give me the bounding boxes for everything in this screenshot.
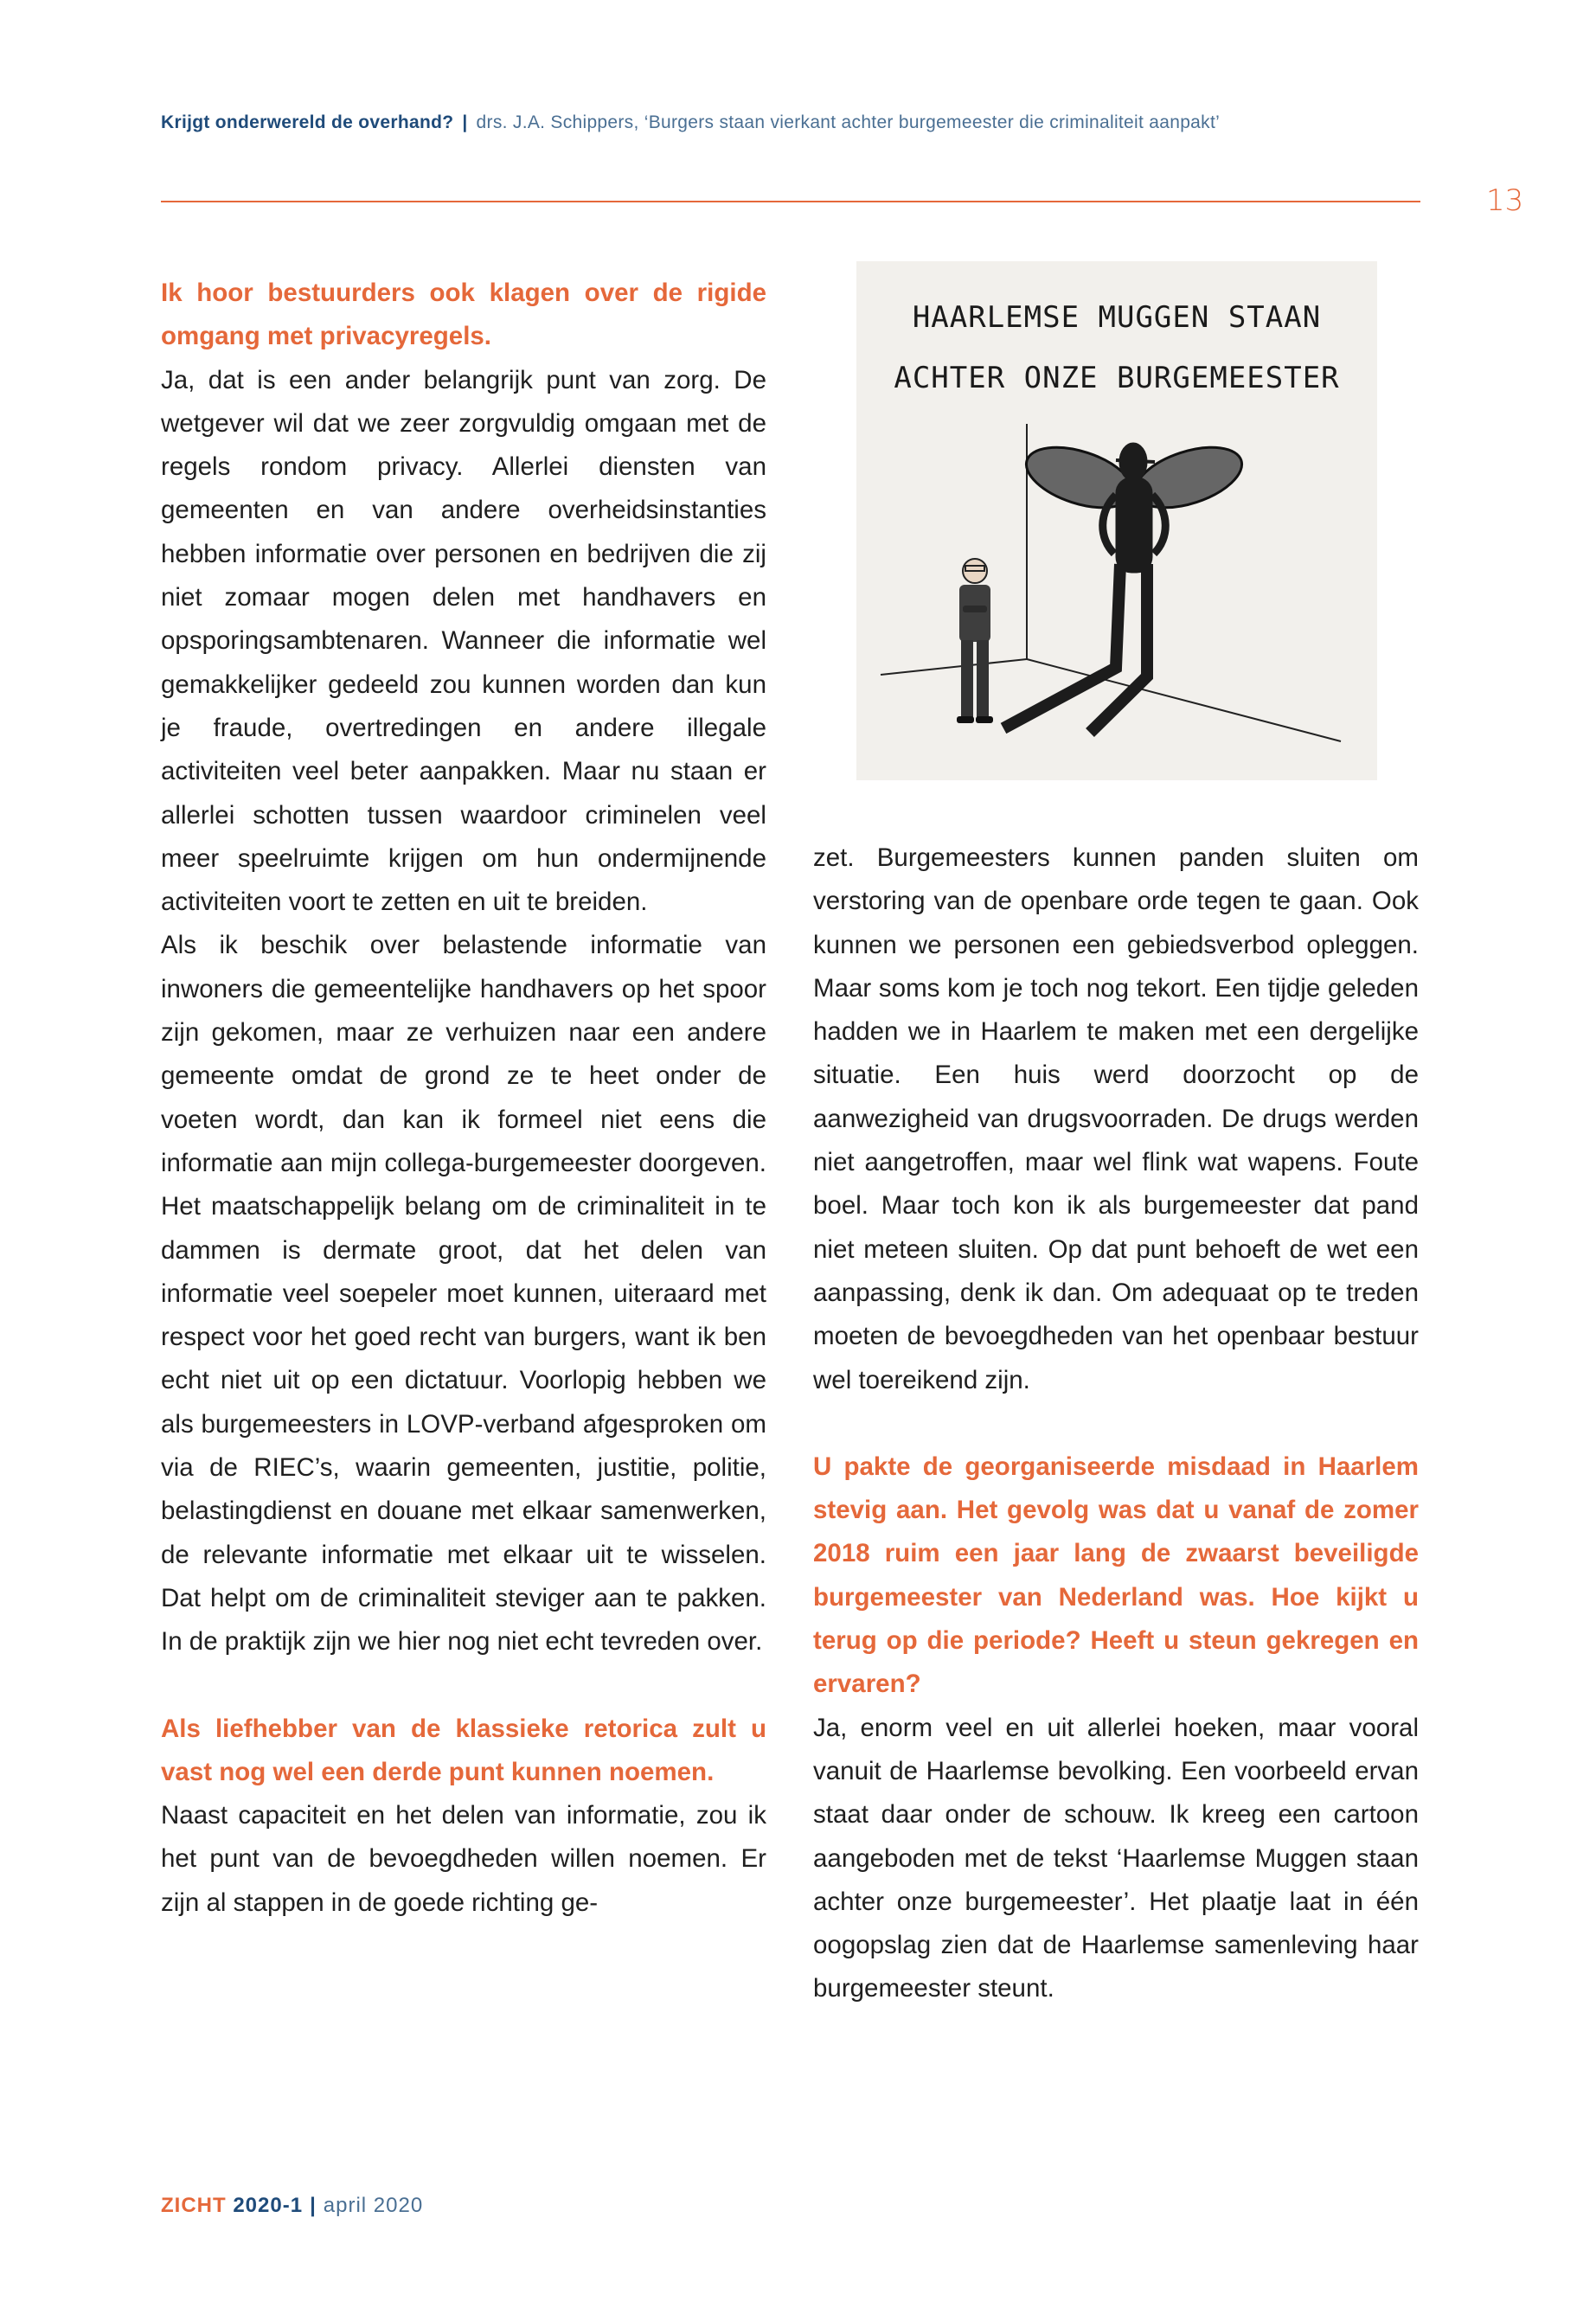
header-section-title: Krijgt onderwereld de overhand? [161, 112, 454, 132]
header-divider [161, 201, 1420, 202]
paragraph-gap [813, 1402, 1419, 1445]
question-organized-crime: U pakte de georganiseerde misdaad in Haarlem stevig aan. Het gevolg was dat u vanaf de zomer 2018 ruim een jaar lang de zwaarst beveiligde burgemeester van Nederland was. Hoe kijkt u terug op die periode? Heeft u steun gekregen en ervaren? [813, 1452, 1419, 1699]
mosquito-shadow [1003, 436, 1249, 733]
cartoon-caption-line-2: ACHTER ONZE BURGEMEESTER [894, 361, 1340, 395]
footer-date: april 2020 [323, 2194, 424, 2217]
question-third-point: Als liefhebber van de klassieke retorica zult u vast nog wel een derde punt kunnen noemen. [161, 1714, 766, 1786]
right-column [813, 836, 1419, 2011]
answer-powers-continued: zet. Burgemeesters kunnen panden sluiten om verstoring van de openbare orde tegen te gaan. Ook kunnen we personen een gebiedsverbod opleggen. Maar soms kom je toch nog tekort. Een tijdje geleden hadden we in Haarlem te maken met een dergelijke situatie. Een huis werd doorzocht op de aanwezigheid van drugsvoorraden. De drugs werden niet aangetroffen, maar wel flink wat wapens. Foute boel. Maar toch kon ik als burgemeester dat pand niet meteen sluiten. Op dat punt behoeft de wet een aanpassing, denk ik dan. Om adequaat op te treden moeten de bevoegdheden van het openbaar bestuur wel toereikend zijn. [813, 843, 1419, 1394]
page-number: 13 [1486, 183, 1524, 218]
answer-powers-paragraph: Naast capaciteit en het delen van informatie, zou ik het punt van de bevoegdheden willen noemen. Er zijn al stappen in de goede richting ge- [161, 1801, 766, 1917]
paragraph-gap [161, 1664, 766, 1708]
cartoon-caption-line-1: HAARLEMSE MUGGEN STAAN [912, 300, 1322, 335]
running-header [161, 112, 1424, 133]
footer-separator: | [310, 2194, 317, 2217]
header-article-reference: drs. J.A. Schippers, ‘Burgers staan vierkant achter burgemeester die criminaliteit aanpakt’ [476, 112, 1221, 132]
footer-magazine-name: ZICHT [161, 2194, 227, 2217]
footer [161, 2194, 423, 2218]
footer-issue: 2020-1 [233, 2194, 304, 2217]
mosquito-cartoon [856, 261, 1377, 780]
mayor-figure [957, 559, 993, 723]
answer-privacy-paragraph-2: Als ik beschik over belastende informatie van inwoners die gemeentelijke handhavers op het spoor zijn gekomen, maar ze verhuizen naar een andere gemeente omdat de grond ze te heet onder de voeten wordt, dan kan ik formeel niet eens die informatie aan mijn collega-burgemeester doorgeven. Het maatschappelijk belang om de criminaliteit in te dammen is dermate groot, dat het delen van informatie veel soepeler moet kunnen, uiteraard met respect voor het goed recht van burgers, want ik ben echt niet uit op een dictatuur. Voorlopig hebben we als burgemeesters in LOVP-verband afgesproken om via de RIEC’s, waarin gemeenten, justitie, politie, belastingdienst en douane met elkaar samenwerken, de relevante informatie met elkaar uit te wisselen. Dat helpt om de criminaliteit steviger aan te pakken. In de praktijk zijn we hier nog niet echt tevreden over. [161, 931, 766, 1657]
answer-support-paragraph: Ja, enorm veel en uit allerlei hoeken, maar vooral vanuit de Haarlemse bevolking. Een voorbeeld ervan staat daar onder de schouw. Ik kreeg een cartoon aangeboden met de tekst ‘Haarlemse Muggen staan achter onze burgemeester’. Het plaatje laat in één oogopslag zien dat de Haarlemse samenleving haar burgemeester steunt. [813, 1713, 1419, 2003]
answer-privacy-paragraph-1: Ja, dat is een ander belangrijk punt van zorg. De wetgever wil dat we zeer zorgvuldig omgaan met de regels rondom privacy. Allerlei diensten van gemeenten en van andere overheidsinstanties hebben informatie over personen en bedrijven die zij niet zomaar mogen delen met handhavers en opsporingsambtenaren. Wanneer die informatie wel gemakkelijker gedeeld zou kunnen worden dan kun je fraude, overtredingen en andere illegale activiteiten veel beter aanpakken. Maar nu staan er allerlei schotten tussen waardoor criminelen veel meer speelruimte krijgen om hun ondermijnende activiteiten voort te zetten en uit te breiden. [161, 365, 766, 917]
header-separator: | [462, 112, 468, 132]
question-privacy: Ik hoor bestuurders ook klagen over de rigide omgang met privacyregels. [161, 279, 766, 351]
left-column [161, 272, 766, 1925]
